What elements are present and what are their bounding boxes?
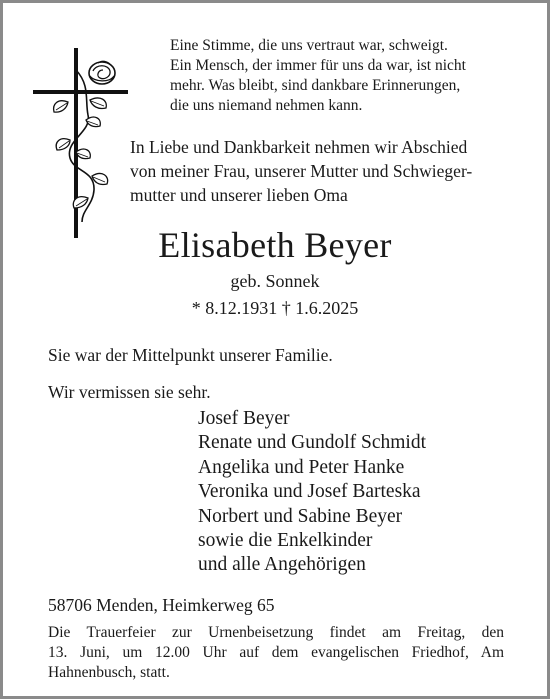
notice-line: Die Trauerfeier zur Urnenbeisetzung findet am Freitag, den xyxy=(48,624,504,641)
death-date: † 1.6.2025 xyxy=(281,298,359,318)
funeral-notice xyxy=(48,623,504,683)
poem-line: mehr. Was bleibt, sind dankbare Erinnerungen, xyxy=(170,77,461,94)
cross-with-rose-icon xyxy=(30,40,130,240)
mourner-entry: Norbert und Sabine Beyer xyxy=(198,505,403,527)
life-dates xyxy=(0,296,550,320)
intro-line: mutter und unserer lieben Oma xyxy=(130,185,348,205)
we-miss-her-text: Wir vermissen sie sehr. xyxy=(48,382,211,402)
center-of-family-text: Sie war der Mittelpunkt unserer Familie. xyxy=(48,345,333,365)
notice-line: Hahnenbusch, statt. xyxy=(48,664,170,681)
mourner-entry: Josef Beyer xyxy=(198,408,290,429)
intro-line: In Liebe und Dankbarkeit nehmen wir Abschied xyxy=(130,137,468,157)
poem-line: die uns niemand nehmen kann. xyxy=(170,97,363,114)
mourner-entry: Angelika und Peter Hanke xyxy=(198,456,405,478)
mourners-list xyxy=(198,407,426,578)
intro-line: von meiner Frau, unserer Mutter und Schwieger- xyxy=(130,161,473,181)
mourner-entry: und alle Angehörigen xyxy=(198,554,366,576)
birth-date: * 8.12.1931 xyxy=(191,298,278,318)
mourner-entry: Veronika und Josef Barteska xyxy=(198,481,421,503)
farewell-intro xyxy=(130,135,530,207)
poem-line: Eine Stimme, die uns vertraut war, schweigt. xyxy=(170,37,448,54)
mourner-entry: sowie die Enkelkinder xyxy=(198,530,373,552)
deceased-name: Elisabeth Beyer xyxy=(158,225,392,265)
family-address: 58706 Menden, Heimkerweg 65 xyxy=(48,595,275,615)
poem xyxy=(170,36,520,116)
mourner-entry: Renate und Gundolf Schmidt xyxy=(198,432,427,454)
poem-line: Ein Mensch, der immer für uns da war, ist nicht xyxy=(170,57,466,74)
notice-line: 13. Juni, um 12.00 Uhr auf dem evangelischen Friedhof, Am xyxy=(48,644,504,661)
birth-name: geb. Sonnek xyxy=(230,271,320,291)
